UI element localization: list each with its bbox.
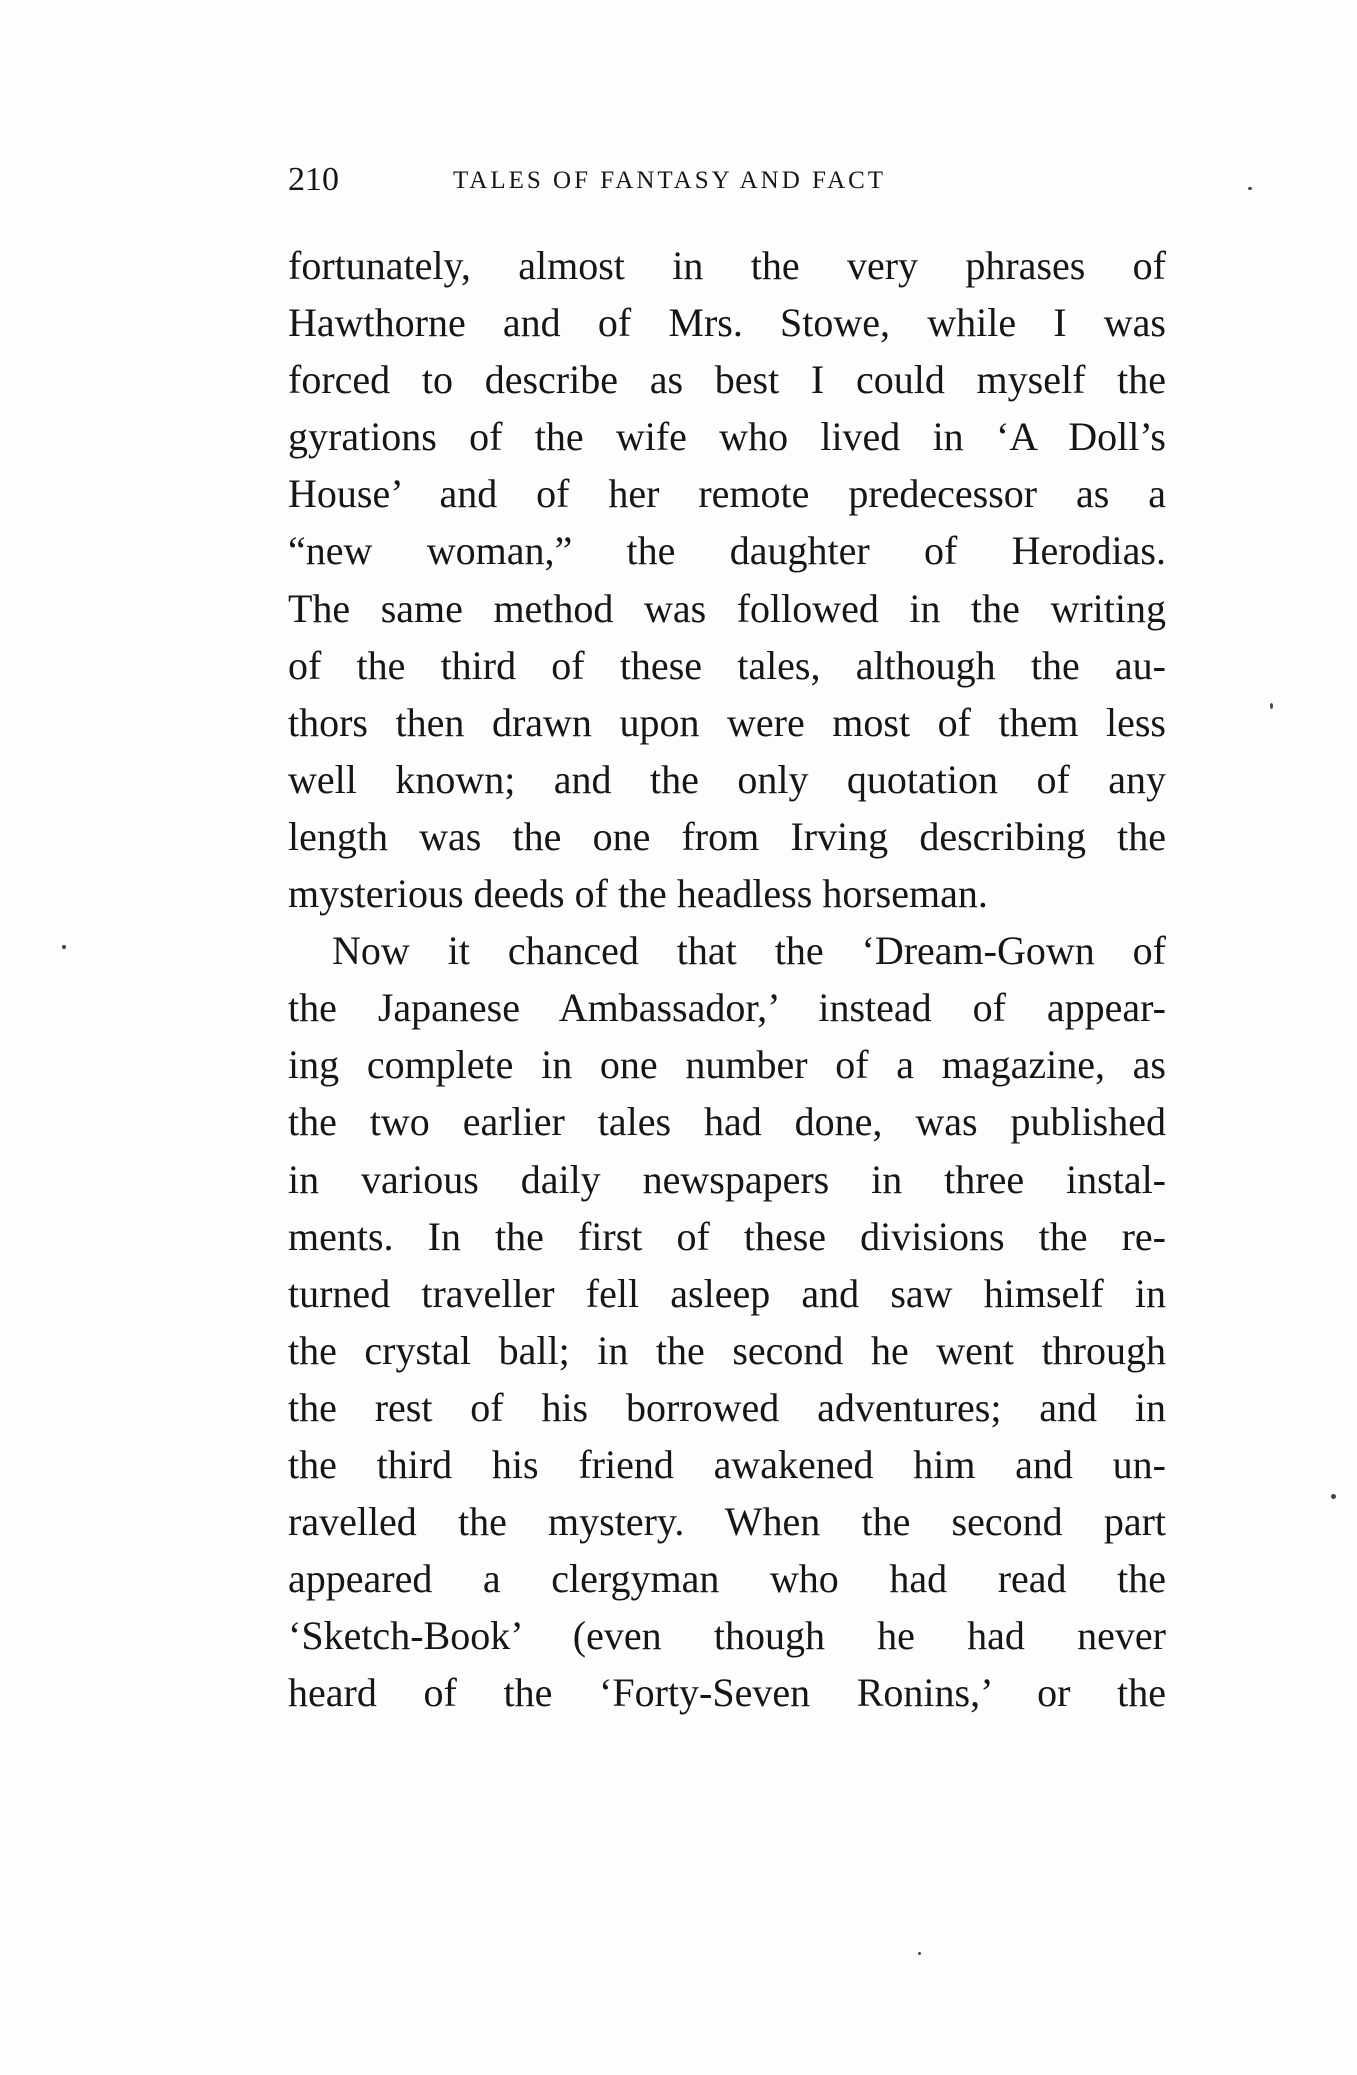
text-line: Hawthorne and of Mrs. Stowe, while I was	[288, 300, 1166, 346]
text-line: fortunately, almost in the very phrases of	[288, 243, 1166, 288]
text-line: ravelled the mystery. When the second part	[288, 1499, 1166, 1545]
text-line: ments. In the first of these divisions the re-	[288, 1213, 1166, 1259]
text-line: heard of the ‘Forty-Seven Ronins,’ or the	[288, 1670, 1166, 1716]
text-line: well known; and the only quotation of any	[288, 756, 1166, 802]
text-line: The same method was followed in the writing	[288, 585, 1166, 631]
page-number: 210	[288, 161, 339, 198]
scan-speck	[918, 1952, 921, 1955]
text-line: turned traveller fell asleep and saw himself in	[288, 1270, 1166, 1316]
page-header	[288, 160, 1168, 200]
text-line: thors then drawn upon were most of them less	[288, 699, 1166, 745]
text-line: appeared a clergyman who had read the	[288, 1556, 1166, 1602]
text-line: Now it chanced that the ‘Dream-Gown of	[332, 928, 1166, 974]
running-title: TALES OF FANTASY AND FACT	[453, 167, 887, 194]
scan-speck	[1270, 703, 1273, 709]
text-line: “new woman,” the daughter of Herodias.	[288, 528, 1166, 574]
text-line: the two earlier tales had done, was published	[288, 1099, 1166, 1145]
text-line: the Japanese Ambassador,’ instead of appear-	[288, 985, 1166, 1031]
text-line: House’ and of her remote predecessor as a	[288, 471, 1166, 517]
scan-speck	[1248, 187, 1252, 190]
text-line: the third his friend awakened him and un-	[288, 1441, 1166, 1487]
text-line: in various daily newspapers in three instal-	[288, 1156, 1166, 1202]
text-line: of the third of these tales, although the au-	[288, 642, 1166, 688]
text-line: the crystal ball; in the second he went through	[288, 1327, 1166, 1373]
text-line: length was the one from Irving describing the	[288, 813, 1166, 859]
scan-speck	[1331, 1494, 1336, 1499]
text-line: gyrations of the wife who lived in ‘A Doll’s	[288, 414, 1166, 460]
text-line: the rest of his borrowed adventures; and in	[288, 1384, 1166, 1430]
text-line: ‘Sketch-Book’ (even though he had never	[288, 1613, 1166, 1659]
text-line: ing complete in one number of a magazine, as	[288, 1042, 1166, 1088]
body-text	[288, 237, 1166, 1721]
text-line: forced to describe as best I could myself the	[288, 357, 1166, 403]
scan-speck	[62, 945, 66, 949]
text-line: mysterious deeds of the headless horseman.	[288, 871, 988, 917]
